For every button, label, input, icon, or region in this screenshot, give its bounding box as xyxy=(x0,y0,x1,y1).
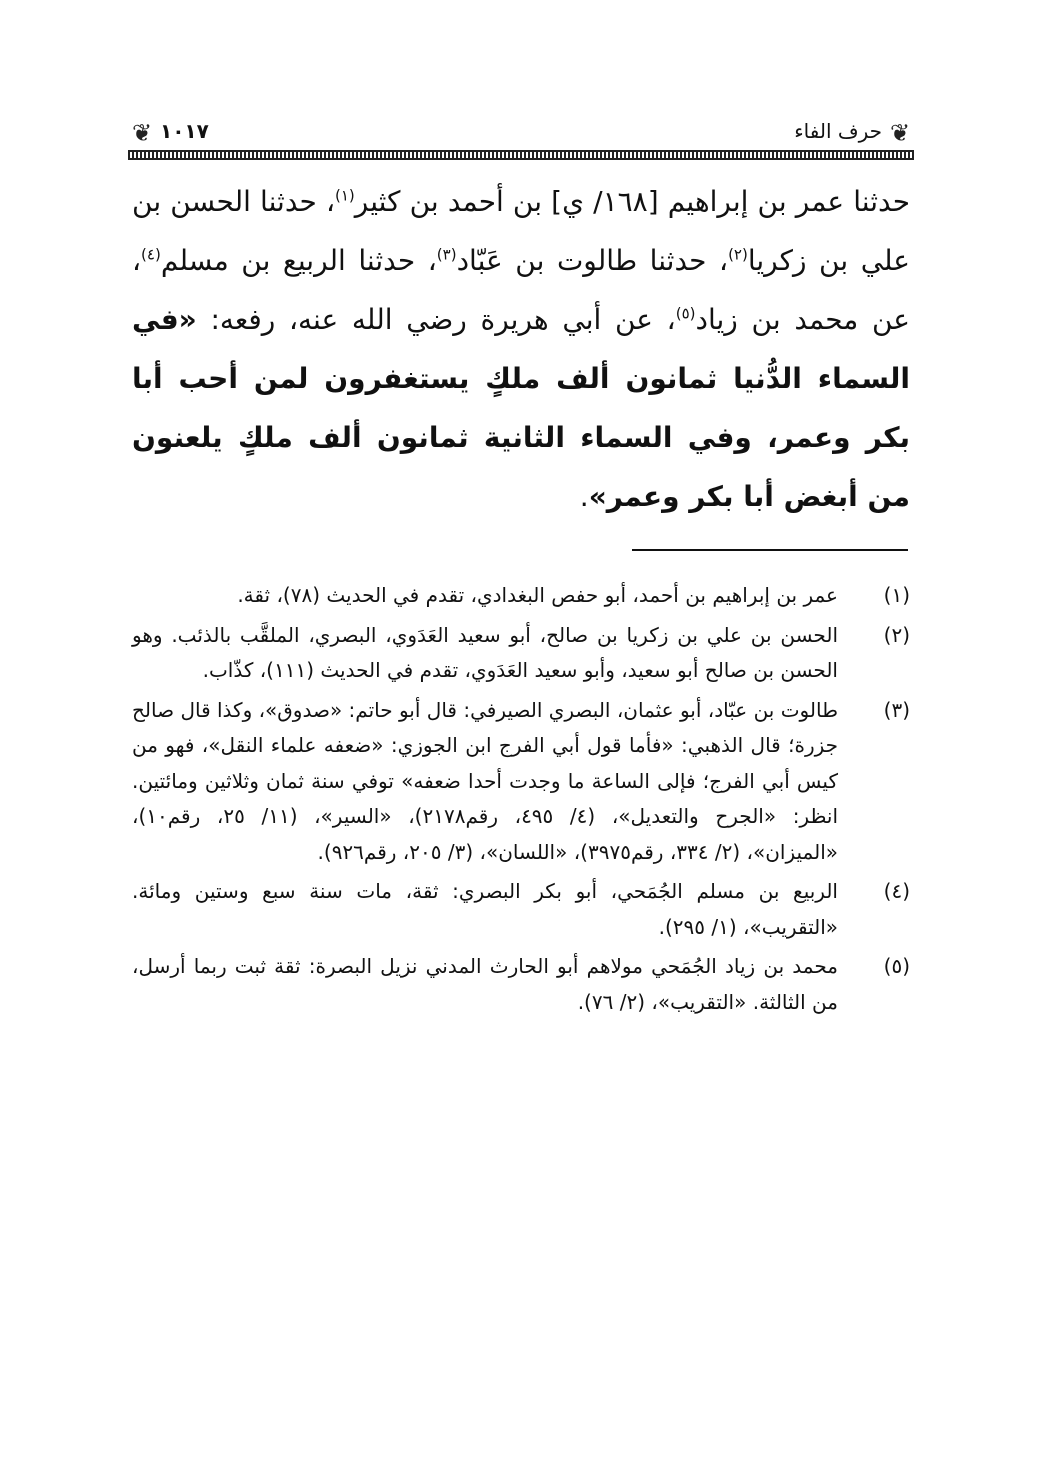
isnad-part: ، عن محمد بن زياد xyxy=(132,244,910,336)
footnote-number: (٤) xyxy=(883,879,910,903)
hadith-paragraph xyxy=(132,172,910,526)
footnote-item xyxy=(132,578,910,614)
footnote-text: الحسن بن علي بن زكريا بن صالح، أبو سعيد العَدَوي، البصري، الملقَّب بالذئب. وهو الحسن بن صالح أبو سعيد، وأبو سعيد العَدَوي، تقدم في الحديث (١١١)، كذّاب. xyxy=(132,622,838,682)
footnote-separator xyxy=(632,549,908,551)
footnote-number: (٣) xyxy=(883,697,910,722)
footnote-text: محمد بن زياد الجُمَحي مولاهم أبو الحارث المدني نزيل البصرة: ثقة ثبت ربما أرسل، من الثالثة. «التقريب»، (٢/ ٧٦). xyxy=(132,954,838,1014)
isnad-part: حدثنا عمر بن إبراهيم [١٦٨/ ي] بن أحمد بن كثير xyxy=(354,185,911,218)
footnote-item xyxy=(132,693,910,871)
footnote-text: الربيع بن مسلم الجُمَحي، أبو بكر البصري: ثقة، مات سنة سبع وستين ومائة. «التقريب»، (١/ ٢٩٥). xyxy=(132,879,838,939)
isnad-part: ، عن أبي هريرة رضي الله عنه، رفعه: xyxy=(196,303,676,336)
footnote-ref: (٣) xyxy=(436,245,457,264)
footnote-ref: (٤) xyxy=(141,245,161,264)
footnotes xyxy=(132,578,910,1024)
header-rule xyxy=(128,150,914,160)
footnote-ref: (٢) xyxy=(728,245,748,264)
footnote-text: عمر بن إبراهيم بن أحمد، أبو حفص البغدادي، تقدم في الحديث (٧٨)، ثقة. xyxy=(237,583,838,607)
footnote-number: (١) xyxy=(883,583,910,607)
page-header xyxy=(128,106,914,162)
footnote-item xyxy=(132,949,910,1020)
footnote-ref: (٥) xyxy=(675,304,696,323)
page-number: ١٠١٧ xyxy=(160,119,209,143)
isnad-part: ، حدثنا طالوت بن عَبّاد xyxy=(456,244,729,277)
end-mark: . xyxy=(579,480,589,513)
footnote-number: (٥) xyxy=(883,954,910,978)
footnote-number: (٢) xyxy=(883,622,910,647)
isnad-part: ، حدثنا الربيع بن مسلم xyxy=(160,244,437,277)
ornament-icon: ❦ xyxy=(131,119,153,147)
ornament-icon: ❦ xyxy=(889,119,911,147)
footnote-item xyxy=(132,874,910,945)
footnote-ref: (١) xyxy=(335,186,355,205)
hadith-quote: «في السماء الدُّنيا ثمانون ألف ملكٍ يستغفرون لمن أحب أبا بكر وعمر، وفي السماء الثانية ثمانون ألف ملكٍ يلعنون من أبغض أبا بكر وعمر» xyxy=(132,303,910,513)
footnote-text: طالوت بن عبّاد، أبو عثمان، البصري الصيرفي: قال أبو حاتم: «صدوق»، وكذا قال صالح جزرة؛ قال الذهبي: «فأما قول أبي الفرج ابن الجوزي: «ضعفه علماء النقل»، فهو من كيس أبي الفرج؛ فإلى الساعة ما وجدت أحدا ضعفه» توفي سنة ثمان وثلاثين ومائتين. انظر: «الجرح والتعديل»، (٤/ ٤٩٥، رقم٢١٧٨)، «السير»، (١١/ ٢٥، رقم١٠)، «الميزان»، (٢/ ٣٣٤، رقم٣٩٧٥)، «اللسان»، (٣/ ٢٠٥، رقم٩٢٦). xyxy=(132,697,838,864)
hadith-text xyxy=(132,172,910,526)
isnad-part: ، حدثنا الحسن بن علي بن زكريا xyxy=(132,185,911,277)
chapter-title: حرف الفاء xyxy=(794,119,882,143)
footnote-item xyxy=(132,618,910,689)
